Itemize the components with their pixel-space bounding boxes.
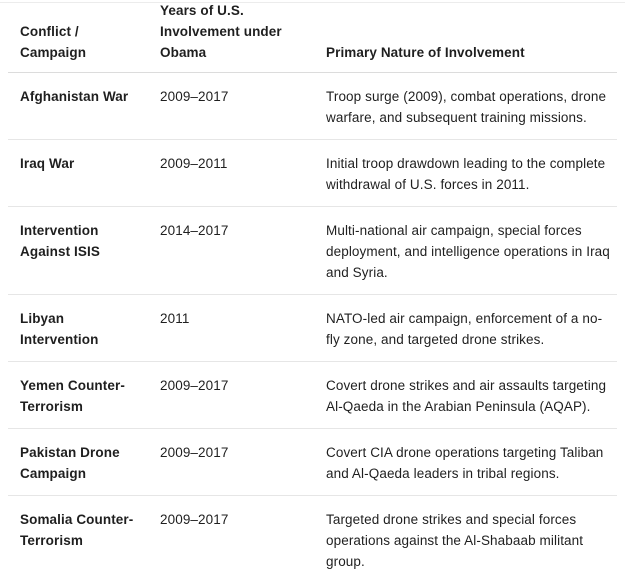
cell-nature: Troop surge (2009), combat operations, drone warfare, and subsequent training missions. xyxy=(314,73,617,140)
table-row xyxy=(8,140,617,207)
cell-conflict: Yemen Counter-Terrorism xyxy=(8,362,148,429)
conflicts-table-container xyxy=(8,0,617,583)
conflicts-table xyxy=(8,0,617,583)
cell-years: 2011 xyxy=(148,295,314,362)
table-row xyxy=(8,207,617,295)
cell-conflict: Afghanistan War xyxy=(8,73,148,140)
cell-nature: Initial troop drawdown leading to the complete withdrawal of U.S. forces in 2011. xyxy=(314,140,617,207)
table-body xyxy=(8,73,617,583)
cell-nature: Covert CIA drone operations targeting Taliban and Al-Qaeda leaders in tribal regions. xyxy=(314,429,617,496)
cell-years: 2014–2017 xyxy=(148,207,314,295)
cell-years: 2009–2011 xyxy=(148,140,314,207)
cell-conflict: Intervention Against ISIS xyxy=(8,207,148,295)
table-row xyxy=(8,429,617,496)
header-years: Years of U.S. Involvement under Obama xyxy=(148,0,314,73)
table-row xyxy=(8,73,617,140)
table-row xyxy=(8,295,617,362)
cell-nature: Targeted drone strikes and special forces operations against the Al-Shabaab militant group. xyxy=(326,512,584,569)
header-nature: Primary Nature of Involvement xyxy=(314,0,617,73)
header-row xyxy=(8,0,617,73)
cell-conflict: Somalia Counter-Terrorism xyxy=(20,512,134,548)
table-row xyxy=(8,496,617,583)
cell-nature: Covert drone strikes and air assaults targeting Al-Qaeda in the Arabian Peninsula (AQAP). xyxy=(314,362,617,429)
table-header xyxy=(8,0,617,73)
cell-years: 2009–2017 xyxy=(160,512,229,527)
table-row xyxy=(8,362,617,429)
cell-conflict: Libyan Intervention xyxy=(8,295,148,362)
cell-conflict: Pakistan Drone Campaign xyxy=(8,429,148,496)
cell-years: 2009–2017 xyxy=(148,362,314,429)
cell-conflict: Iraq War xyxy=(8,140,148,207)
cell-nature: Multi-national air campaign, special forces deployment, and intelligence operations in Iraq and Syria. xyxy=(314,207,617,295)
cell-nature: NATO-led air campaign, enforcement of a no-fly zone, and targeted drone strikes. xyxy=(314,295,617,362)
header-conflict: Conflict / Campaign xyxy=(8,0,148,73)
cell-years: 2009–2017 xyxy=(148,73,314,140)
cell-years: 2009–2017 xyxy=(148,429,314,496)
